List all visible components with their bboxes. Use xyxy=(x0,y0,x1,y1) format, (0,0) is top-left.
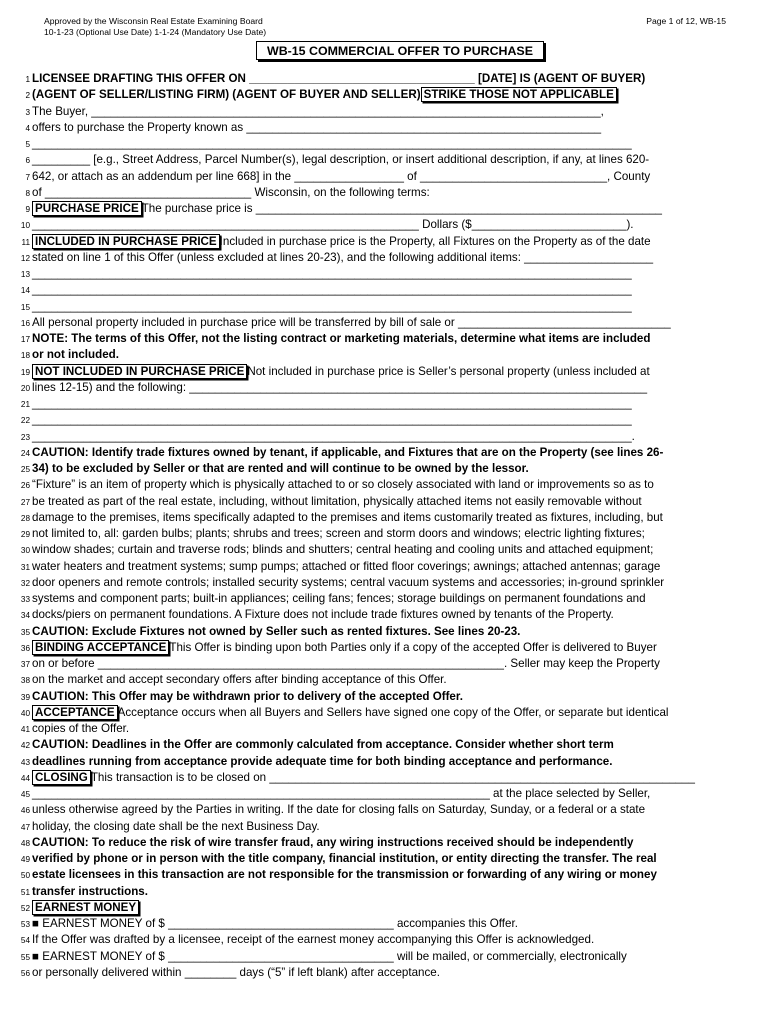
form-line xyxy=(20,949,732,964)
line-content xyxy=(32,430,635,443)
line-number: 53 xyxy=(20,920,30,929)
line-content xyxy=(32,576,664,589)
line-text: or personally delivered within ________ days (“5” if left blank) after acceptance. xyxy=(32,965,440,979)
line-number: 45 xyxy=(20,790,30,799)
form-line xyxy=(25,185,732,200)
form-line xyxy=(20,607,732,622)
line-number: 8 xyxy=(25,188,30,198)
line-content xyxy=(32,170,650,183)
line-content xyxy=(32,625,520,638)
line-number: 48 xyxy=(20,838,30,848)
line-number: 39 xyxy=(20,692,30,702)
line-content xyxy=(32,608,614,621)
line-text: _____________________________________________________________________________________________ xyxy=(32,299,632,313)
line-text: (AGENT OF SELLER/LISTING FIRM) (AGENT OF BUYER AND SELLER) xyxy=(32,88,421,102)
form-line xyxy=(25,152,732,167)
line-number: 47 xyxy=(20,822,30,832)
line-number: 15 xyxy=(20,302,30,312)
line-number: 20 xyxy=(20,383,30,393)
form-line xyxy=(20,282,732,297)
line-content xyxy=(32,511,663,524)
line-text: CAUTION: Exclude Fixtures not owned by Seller such as rented fixtures. See lines 20-23. xyxy=(32,624,521,638)
line-text: _____________________________________________________________________________________________ xyxy=(32,137,632,150)
line-content xyxy=(32,803,645,816)
form-line xyxy=(20,786,732,801)
line-content xyxy=(32,413,632,426)
line-text: CAUTION: This Offer may be withdrawn prior to delivery of the accepted Offer. xyxy=(32,689,463,703)
line-number: 23 xyxy=(20,432,30,442)
line-number: 34 xyxy=(20,611,30,621)
line-content xyxy=(32,202,662,215)
line-content xyxy=(32,885,148,898)
line-number: 9 xyxy=(25,205,30,214)
line-number: 41 xyxy=(20,725,30,734)
line-text: _____________________________________________________________________________________________ xyxy=(32,283,632,297)
form-line xyxy=(20,380,732,395)
line-text: ■ EARNEST MONEY of $ ___________________________________ will be mailed, or commercially, electronically xyxy=(32,949,627,963)
line-content xyxy=(32,966,440,979)
line-number: 33 xyxy=(20,595,30,604)
line-number: 43 xyxy=(20,757,30,767)
line-text: or not included. xyxy=(32,348,119,362)
line-number: 37 xyxy=(20,660,30,669)
line-content xyxy=(32,868,657,881)
line-content xyxy=(32,446,663,459)
form-line xyxy=(20,851,732,866)
line-content xyxy=(32,218,634,231)
line-text: CAUTION: Identify trade fixtures owned by tenant, if applicable, and Fixtures that are on the Property (see lines 26- xyxy=(32,445,664,459)
line-number: 25 xyxy=(20,465,30,474)
form-line xyxy=(20,900,732,915)
section-heading-box: NOT INCLUDED IN PURCHASE PRICE xyxy=(32,364,247,379)
line-text: transfer instructions. xyxy=(32,884,148,898)
line-content xyxy=(32,706,668,719)
form-line xyxy=(20,932,732,947)
line-text: copies of the Offer. xyxy=(32,722,130,735)
title-wrap xyxy=(0,41,770,60)
line-text: be treated as part of the real estate, including, without limitation, physically attached items not easily removable without xyxy=(32,494,642,508)
line-content xyxy=(32,560,660,573)
line-text: NOTE: The terms of this Offer, not the listing contract or marketing materials, determine what items are included xyxy=(32,332,651,345)
line-text: CAUTION: To reduce the risk of wire transfer fraud, any wiring instructions received should be independently xyxy=(32,835,634,849)
line-content xyxy=(32,836,633,849)
line-content xyxy=(32,235,651,248)
line-content xyxy=(32,543,653,556)
form-line xyxy=(20,461,732,476)
section-heading-box: CLOSING xyxy=(32,770,91,785)
form-line xyxy=(20,477,732,492)
form-line xyxy=(20,624,732,639)
form-line xyxy=(20,510,732,525)
line-text: If the Offer was drafted by a licensee, receipt of the earnest money accompanying this Offer is acknowledged. xyxy=(32,933,595,947)
form-line xyxy=(20,445,732,460)
line-number: 5 xyxy=(25,140,30,149)
line-number: 28 xyxy=(20,513,30,523)
line-text: holiday, the closing date shall be the next Business Day. xyxy=(32,819,320,833)
line-text: This transaction is to be closed on __________________________________________________________________ xyxy=(90,770,695,784)
line-content xyxy=(32,105,604,118)
line-content xyxy=(32,72,645,85)
approval-line: Approved by the Wisconsin Real Estate Examining Board xyxy=(44,16,263,26)
line-number: 26 xyxy=(20,481,30,491)
line-content xyxy=(32,381,647,394)
line-number: 10 xyxy=(20,221,30,231)
line-content xyxy=(32,852,657,865)
form-line xyxy=(25,169,732,184)
line-text: ____________________________________________________________ Dollars ($________________________). xyxy=(32,218,634,232)
line-number: 42 xyxy=(20,741,30,751)
form-line xyxy=(25,104,732,119)
line-content xyxy=(32,901,139,914)
line-text: docks/piers on permanent foundations. A Fixture does not include trade fixtures owned by tenants of the Property. xyxy=(32,608,614,622)
line-text: All personal property included in purchase price will be transferred by bill of sale or _________________________________ xyxy=(32,315,671,329)
line-content xyxy=(32,933,594,946)
line-text: The Buyer, _______________________________________________________________________________, xyxy=(32,104,604,118)
line-number: 36 xyxy=(20,643,30,653)
line-number: 38 xyxy=(20,676,30,686)
line-number: 22 xyxy=(20,416,30,426)
form-line xyxy=(20,526,732,541)
line-number: 16 xyxy=(20,318,30,328)
form-line xyxy=(20,705,732,720)
line-text: _________ [e.g., Street Address, Parcel Number(s), legal description, or insert additional description, if any, at lines 620- xyxy=(32,153,650,167)
form-approval-header xyxy=(44,16,266,38)
form-line xyxy=(20,299,732,314)
line-text: door openers and remote controls; installed security systems; central vacuum systems and accessories; in-ground sprinkler xyxy=(32,575,665,589)
line-content xyxy=(32,316,671,329)
line-text: ■ EARNEST MONEY of $ ___________________________________ accompanies this Offer. xyxy=(32,917,518,930)
line-number: 35 xyxy=(20,627,30,637)
line-content xyxy=(32,365,650,378)
line-number: 50 xyxy=(20,871,30,881)
line-content xyxy=(32,722,129,735)
line-content xyxy=(32,300,632,313)
line-number: 44 xyxy=(20,773,30,783)
line-number: 6 xyxy=(25,156,30,166)
line-text: unless otherwise agreed by the Parties in writing. If the date for closing falls on Saturday, Sunday, or a federal or a state xyxy=(32,803,646,817)
line-text: stated on line 1 of this Offer (unless excluded at lines 20-23), and the following additional items: ____________________ xyxy=(32,250,654,264)
section-heading-box: PURCHASE PRICE xyxy=(32,201,142,216)
line-text: “Fixture” is an item of property which is physically attached to or so closely associated with land or improvements so as to xyxy=(32,478,654,492)
line-text: on or before _______________________________________________________________. Seller may keep the Property xyxy=(32,657,660,670)
section-heading-box: BINDING ACCEPTANCE xyxy=(32,640,169,655)
line-text: Included in purchase price is the Property, all Fixtures on the Property as of the date xyxy=(219,234,651,248)
line-text: estate licensees in this transaction are not responsible for the transmission or forwarding of any wiring or money xyxy=(32,868,657,882)
use-dates-line: 10-1-23 (Optional Use Date) 1-1-24 (Mandatory Use Date) xyxy=(44,27,267,37)
line-number: 4 xyxy=(25,123,30,133)
form-line xyxy=(20,575,732,590)
line-number: 2 xyxy=(25,91,30,101)
line-number: 49 xyxy=(20,855,30,864)
form-line xyxy=(20,494,732,509)
line-text: The purchase price is _______________________________________________________________ xyxy=(141,202,662,215)
form-line xyxy=(25,201,732,216)
line-text: systems and component parts; built-in appliances; ceiling fans; fences; storage buildings on permanent foundations and xyxy=(32,592,646,605)
form-line xyxy=(20,656,732,671)
form-line xyxy=(20,364,732,379)
form-line xyxy=(20,916,732,931)
form-line xyxy=(20,835,732,850)
line-number: 30 xyxy=(20,546,30,556)
line-text: This Offer is binding upon both Parties only if a copy of the accepted Offer is delivered to Buyer xyxy=(169,640,657,654)
line-number: 21 xyxy=(20,400,30,409)
line-content xyxy=(32,820,320,833)
line-number: 1 xyxy=(25,75,30,84)
form-line xyxy=(20,721,732,736)
form-line xyxy=(25,136,732,151)
form-line xyxy=(25,71,732,86)
line-number: 17 xyxy=(20,335,30,344)
line-text: water heaters and treatment systems; sump pumps; attached or fitted floor coverings; awnings; attached antennas; garage xyxy=(32,559,661,573)
line-content xyxy=(32,478,654,491)
line-text: lines 12-15) and the following: _______________________________________________________________________ xyxy=(32,380,648,394)
line-content xyxy=(32,153,649,166)
form-line xyxy=(20,347,732,362)
line-text: Acceptance occurs when all Buyers and Sellers have signed one copy of the Offer, or separate but identical xyxy=(117,705,669,719)
line-content xyxy=(32,137,632,150)
line-text: LICENSEE DRAFTING THIS OFFER ON ___________________________________ [DATE] IS (AGENT OF BUYER) xyxy=(32,72,646,85)
line-number: 7 xyxy=(25,172,30,182)
line-text: _____________________________________________________________________________________________ xyxy=(32,413,632,427)
line-number: 46 xyxy=(20,806,30,816)
line-text: 642, or attach as an addendum per line 668] in the _________________ of _____________________________, County xyxy=(32,169,651,183)
line-text: 34) to be excluded by Seller or that are rented and will continue to be owned by the lessor. xyxy=(32,462,529,475)
line-number: 18 xyxy=(20,351,30,361)
form-line xyxy=(21,234,732,249)
line-text: _______________________________________________________________________ at the place selected by Seller, xyxy=(32,787,651,800)
line-text: of ________________________________ Wisconsin, on the following terms: xyxy=(32,185,430,199)
line-number: 31 xyxy=(20,562,30,572)
line-number: 32 xyxy=(20,578,30,588)
form-line xyxy=(20,640,732,655)
line-content xyxy=(32,397,632,410)
form-line xyxy=(20,559,732,574)
line-text: offers to purchase the Property known as _______________________________________________________ xyxy=(32,120,602,134)
line-number: 40 xyxy=(20,708,30,718)
form-line xyxy=(20,591,732,606)
line-content xyxy=(32,527,645,540)
line-content xyxy=(32,251,653,264)
form-line xyxy=(20,217,732,232)
line-content xyxy=(32,332,650,345)
line-content xyxy=(32,673,447,686)
form-line xyxy=(20,754,732,769)
form-line xyxy=(20,315,732,330)
line-content xyxy=(32,755,612,768)
line-text: not limited to, all: garden bulbs; plants; shrubs and trees; screen and storm doors and windows; electric lighting fixtures; xyxy=(32,527,645,540)
line-content xyxy=(32,283,632,296)
form-line xyxy=(25,87,732,102)
line-content xyxy=(32,771,695,784)
line-text: deadlines running from acceptance provide adequate time for both binding acceptance and performance. xyxy=(32,754,613,768)
section-heading-box: EARNEST MONEY xyxy=(32,900,139,915)
section-heading-box: ACCEPTANCE xyxy=(32,705,118,720)
line-number: 27 xyxy=(20,497,30,507)
line-content xyxy=(32,495,642,508)
line-text: verified by phone or in person with the title company, financial institution, or entity directing the transfer. The real xyxy=(32,852,657,865)
line-text: on the market and accept secondary offers after binding acceptance of this Offer. xyxy=(32,673,447,687)
line-content xyxy=(32,186,430,199)
line-text: Not included in purchase price is Seller’s personal property (unless included at xyxy=(247,364,650,378)
line-number: 11 xyxy=(21,237,30,247)
line-number: 19 xyxy=(20,367,30,377)
form-line xyxy=(20,412,732,427)
form-line xyxy=(20,250,732,265)
form-line xyxy=(20,770,732,785)
form-line xyxy=(20,884,732,899)
line-text: _____________________________________________________________________________________________ xyxy=(32,397,632,410)
line-number: 51 xyxy=(20,887,30,897)
line-content xyxy=(32,592,646,605)
form-line xyxy=(20,331,732,346)
form-title: WB-15 COMMERCIAL OFFER TO PURCHASE xyxy=(256,41,544,60)
line-number: 13 xyxy=(20,270,30,279)
line-content xyxy=(32,88,617,101)
form-line xyxy=(25,120,732,135)
line-number: 24 xyxy=(20,448,30,458)
line-number: 54 xyxy=(20,936,30,946)
form-line xyxy=(20,819,732,834)
form-line xyxy=(20,672,732,687)
line-text: window shades; curtain and traverse rods; blinds and shutters; central heating and cooling units and attached equipment; xyxy=(32,543,654,557)
line-number: 52 xyxy=(20,903,30,913)
line-text: _____________________________________________________________________________________________. xyxy=(32,429,635,443)
form-line xyxy=(20,737,732,752)
form-line xyxy=(20,266,732,281)
line-number: 56 xyxy=(20,968,30,978)
line-content xyxy=(32,950,627,963)
form-line xyxy=(20,802,732,817)
line-content xyxy=(32,641,657,654)
form-line xyxy=(20,396,732,411)
line-number: 14 xyxy=(20,286,30,296)
line-text: CAUTION: Deadlines in the Offer are commonly calculated from acceptance. Consider whether short term xyxy=(32,738,614,752)
page-info: Page 1 of 12, WB-15 xyxy=(646,16,726,26)
form-line xyxy=(20,689,732,704)
line-content xyxy=(32,917,518,930)
line-number: 55 xyxy=(20,952,30,962)
line-number: 3 xyxy=(25,107,30,117)
form-line xyxy=(20,542,732,557)
line-content xyxy=(32,348,119,361)
line-content xyxy=(32,787,650,800)
line-content xyxy=(32,121,601,134)
form-line xyxy=(20,867,732,882)
section-heading-box: INCLUDED IN PURCHASE PRICE xyxy=(32,234,220,249)
line-number: 12 xyxy=(20,253,30,263)
form-line xyxy=(20,965,732,980)
section-heading-box: STRIKE THOSE NOT APPLICABLE xyxy=(421,87,617,102)
line-content xyxy=(32,738,614,751)
line-text: damage to the premises, items specifically adapted to the premises and items customarily treated as fixtures, including, but xyxy=(32,510,663,524)
line-text: _____________________________________________________________________________________________ xyxy=(32,267,632,280)
form-line xyxy=(20,429,732,444)
line-content xyxy=(32,267,632,280)
line-content xyxy=(32,657,660,670)
line-content xyxy=(32,462,529,475)
line-content xyxy=(32,690,463,703)
line-number: 29 xyxy=(20,530,30,539)
